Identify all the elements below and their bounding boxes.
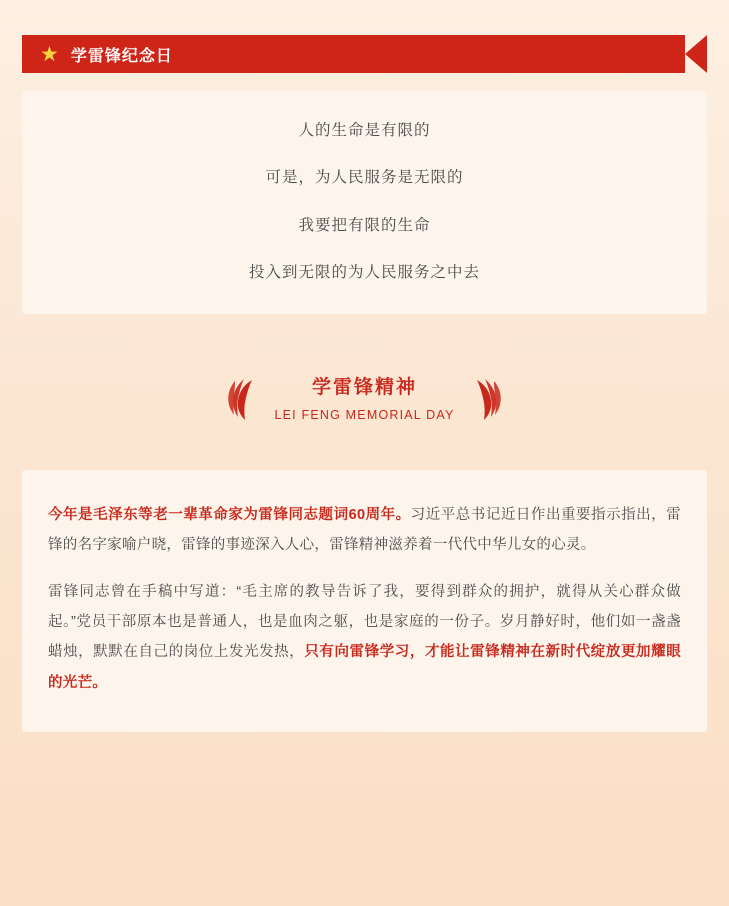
section-title-cn: 学雷锋精神 <box>311 377 417 398</box>
body-card <box>22 470 707 733</box>
paragraph-1-text: 习近平总书记近日作出重要指示指出，雷锋的名字家喻户晓，雷锋的事迹深入人心，雷锋精神滋养着一代代中华儿女的心灵。 <box>48 506 681 554</box>
quote-card <box>22 91 707 314</box>
header-title: 学雷锋纪念日 <box>70 47 173 65</box>
paragraph-2 <box>48 577 681 699</box>
section-title-text <box>274 376 454 422</box>
paragraph-1 <box>48 500 681 561</box>
header-banner <box>22 35 707 73</box>
paragraph-2-text: 雷锋同志曾在手稿中写道：“毛主席的教导告诉了我，要得到群众的拥护，就得从关心群众做起。”党员干部原本也是普通人，也是血肉之躯，也是家庭的一份子。岁月静好时，他们如一盏盏蜡烛，默默在自己的岗位上发光发热， <box>48 583 681 661</box>
quote-line: 我要把有限的生命 <box>298 216 431 234</box>
quote-line: 可是，为人民服务是无限的 <box>265 169 464 187</box>
quote-line: 投入到无限的为人民服务之中去 <box>248 263 480 281</box>
star-icon: ★ <box>40 42 59 66</box>
section-title-en: LEI FENG MEMORIAL DAY <box>274 407 455 422</box>
header-banner-wrap <box>22 35 707 73</box>
wheat-leaf-icon <box>473 377 503 421</box>
poster-page <box>0 35 729 906</box>
paragraph-1-highlight: 今年是毛泽东等老一辈革命家为雷锋同志题词60周年。 <box>48 506 411 523</box>
paragraph-2-highlight: 只有向雷锋学习，才能让雷锋精神在新时代绽放更加耀眼的光芒。 <box>48 644 681 691</box>
wheat-leaf-icon <box>226 377 256 421</box>
quote-line: 人的生命是有限的 <box>298 122 431 139</box>
section-title <box>22 376 707 422</box>
